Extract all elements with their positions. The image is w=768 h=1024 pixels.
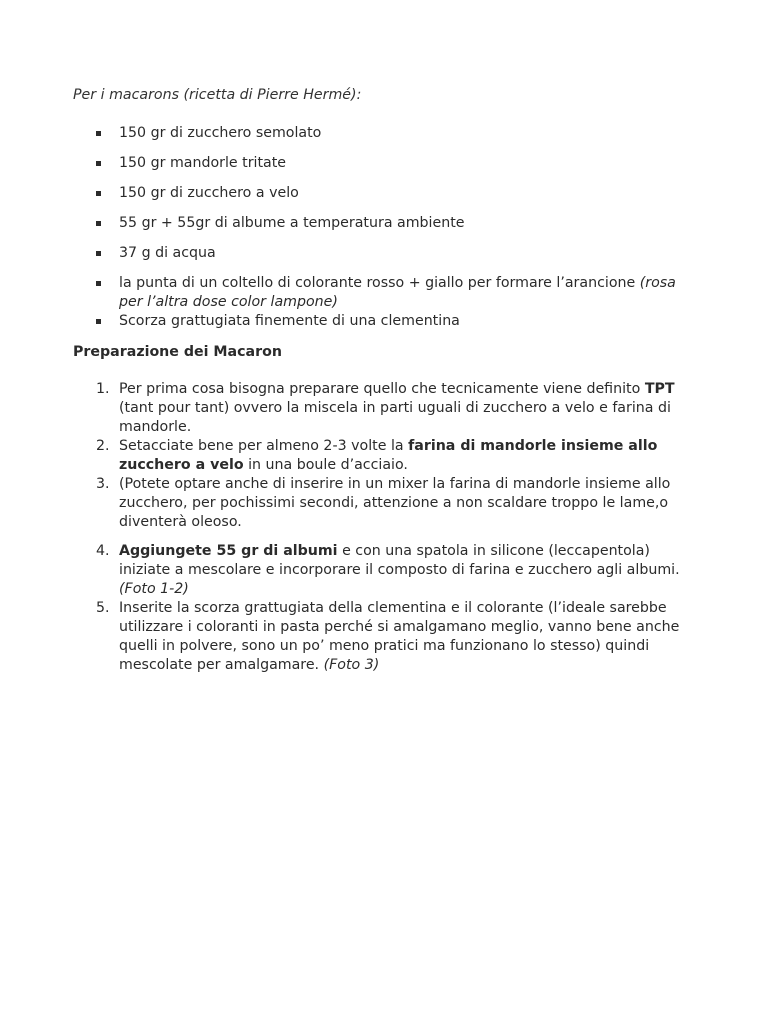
step-number: 1.: [96, 381, 110, 397]
ingredient-item: la punta di un coltello di colorante rosso + giallo per formare l’arancione (rosa per l’altra dose color lampone): [0, 274, 700, 312]
step-item: 4. Aggiungete 55 gr di albumi e con una spatola in silicone (leccapentola) iniziate a mescolare e incorporare il composto di farina e zucchero agli albumi.(Foto 1-2): [96, 543, 680, 597]
step-item: 3. (Potete optare anche di inserire in un mixer la farina di mandorle insieme allo zucchero, per pochissimi secondi, attenzione a non scaldare troppo le lame,o diventerà oleoso.: [96, 476, 671, 530]
step-item: 2. Setacciate bene per almeno 2-3 volte la farina di mandorle insieme allo zucchero a velo in una boule d’acciaio.: [96, 438, 658, 473]
step-number: 3.: [96, 476, 110, 492]
ingredient-item: 150 gr di zucchero a velo: [0, 184, 700, 203]
bullet-icon: [96, 191, 101, 196]
step-item: 5. Inserite la scorza grattugiata della clementina e il colorante (l’ideale sarebbe utilizzare i coloranti in pasta perché si amalgamano meglio, vanno bene anche quelli in polvere, sono un po’ meno pratici ma funzionano lo stesso) quindi mescolate per amalgamare. (Foto 3): [96, 600, 680, 673]
step-number: 4.: [96, 543, 110, 559]
ingredients-list: [0, 124, 700, 331]
steps-list: [0, 380, 700, 675]
step-item: 1. Per prima cosa bisogna preparare quello che tecnicamente viene definito TPT (tant pour tant) ovvero la miscela in parti uguali di zucchero a velo e farina di mandorle.: [96, 381, 675, 435]
section-heading: Preparazione dei Macaron: [73, 344, 282, 360]
bullet-icon: [96, 161, 101, 166]
bullet-icon: [96, 131, 101, 136]
ingredient-item: 37 g di acqua: [0, 244, 700, 263]
bullet-icon: [96, 319, 101, 324]
bullet-icon: [96, 251, 101, 256]
bullet-icon: [96, 281, 101, 286]
step-number: 5.: [96, 600, 110, 616]
ingredient-item: 150 gr mandorle tritate: [0, 154, 700, 173]
ingredient-item: 55 gr + 55gr di albume a temperatura ambiente: [0, 214, 700, 233]
step-number: 2.: [96, 438, 110, 454]
bullet-icon: [96, 221, 101, 226]
ingredient-item: Scorza grattugiata finemente di una clementina: [0, 312, 700, 331]
ingredient-item: 150 gr di zucchero semolato: [0, 124, 700, 143]
recipe-intro: Per i macarons (ricetta di Pierre Hermé):: [73, 87, 362, 103]
